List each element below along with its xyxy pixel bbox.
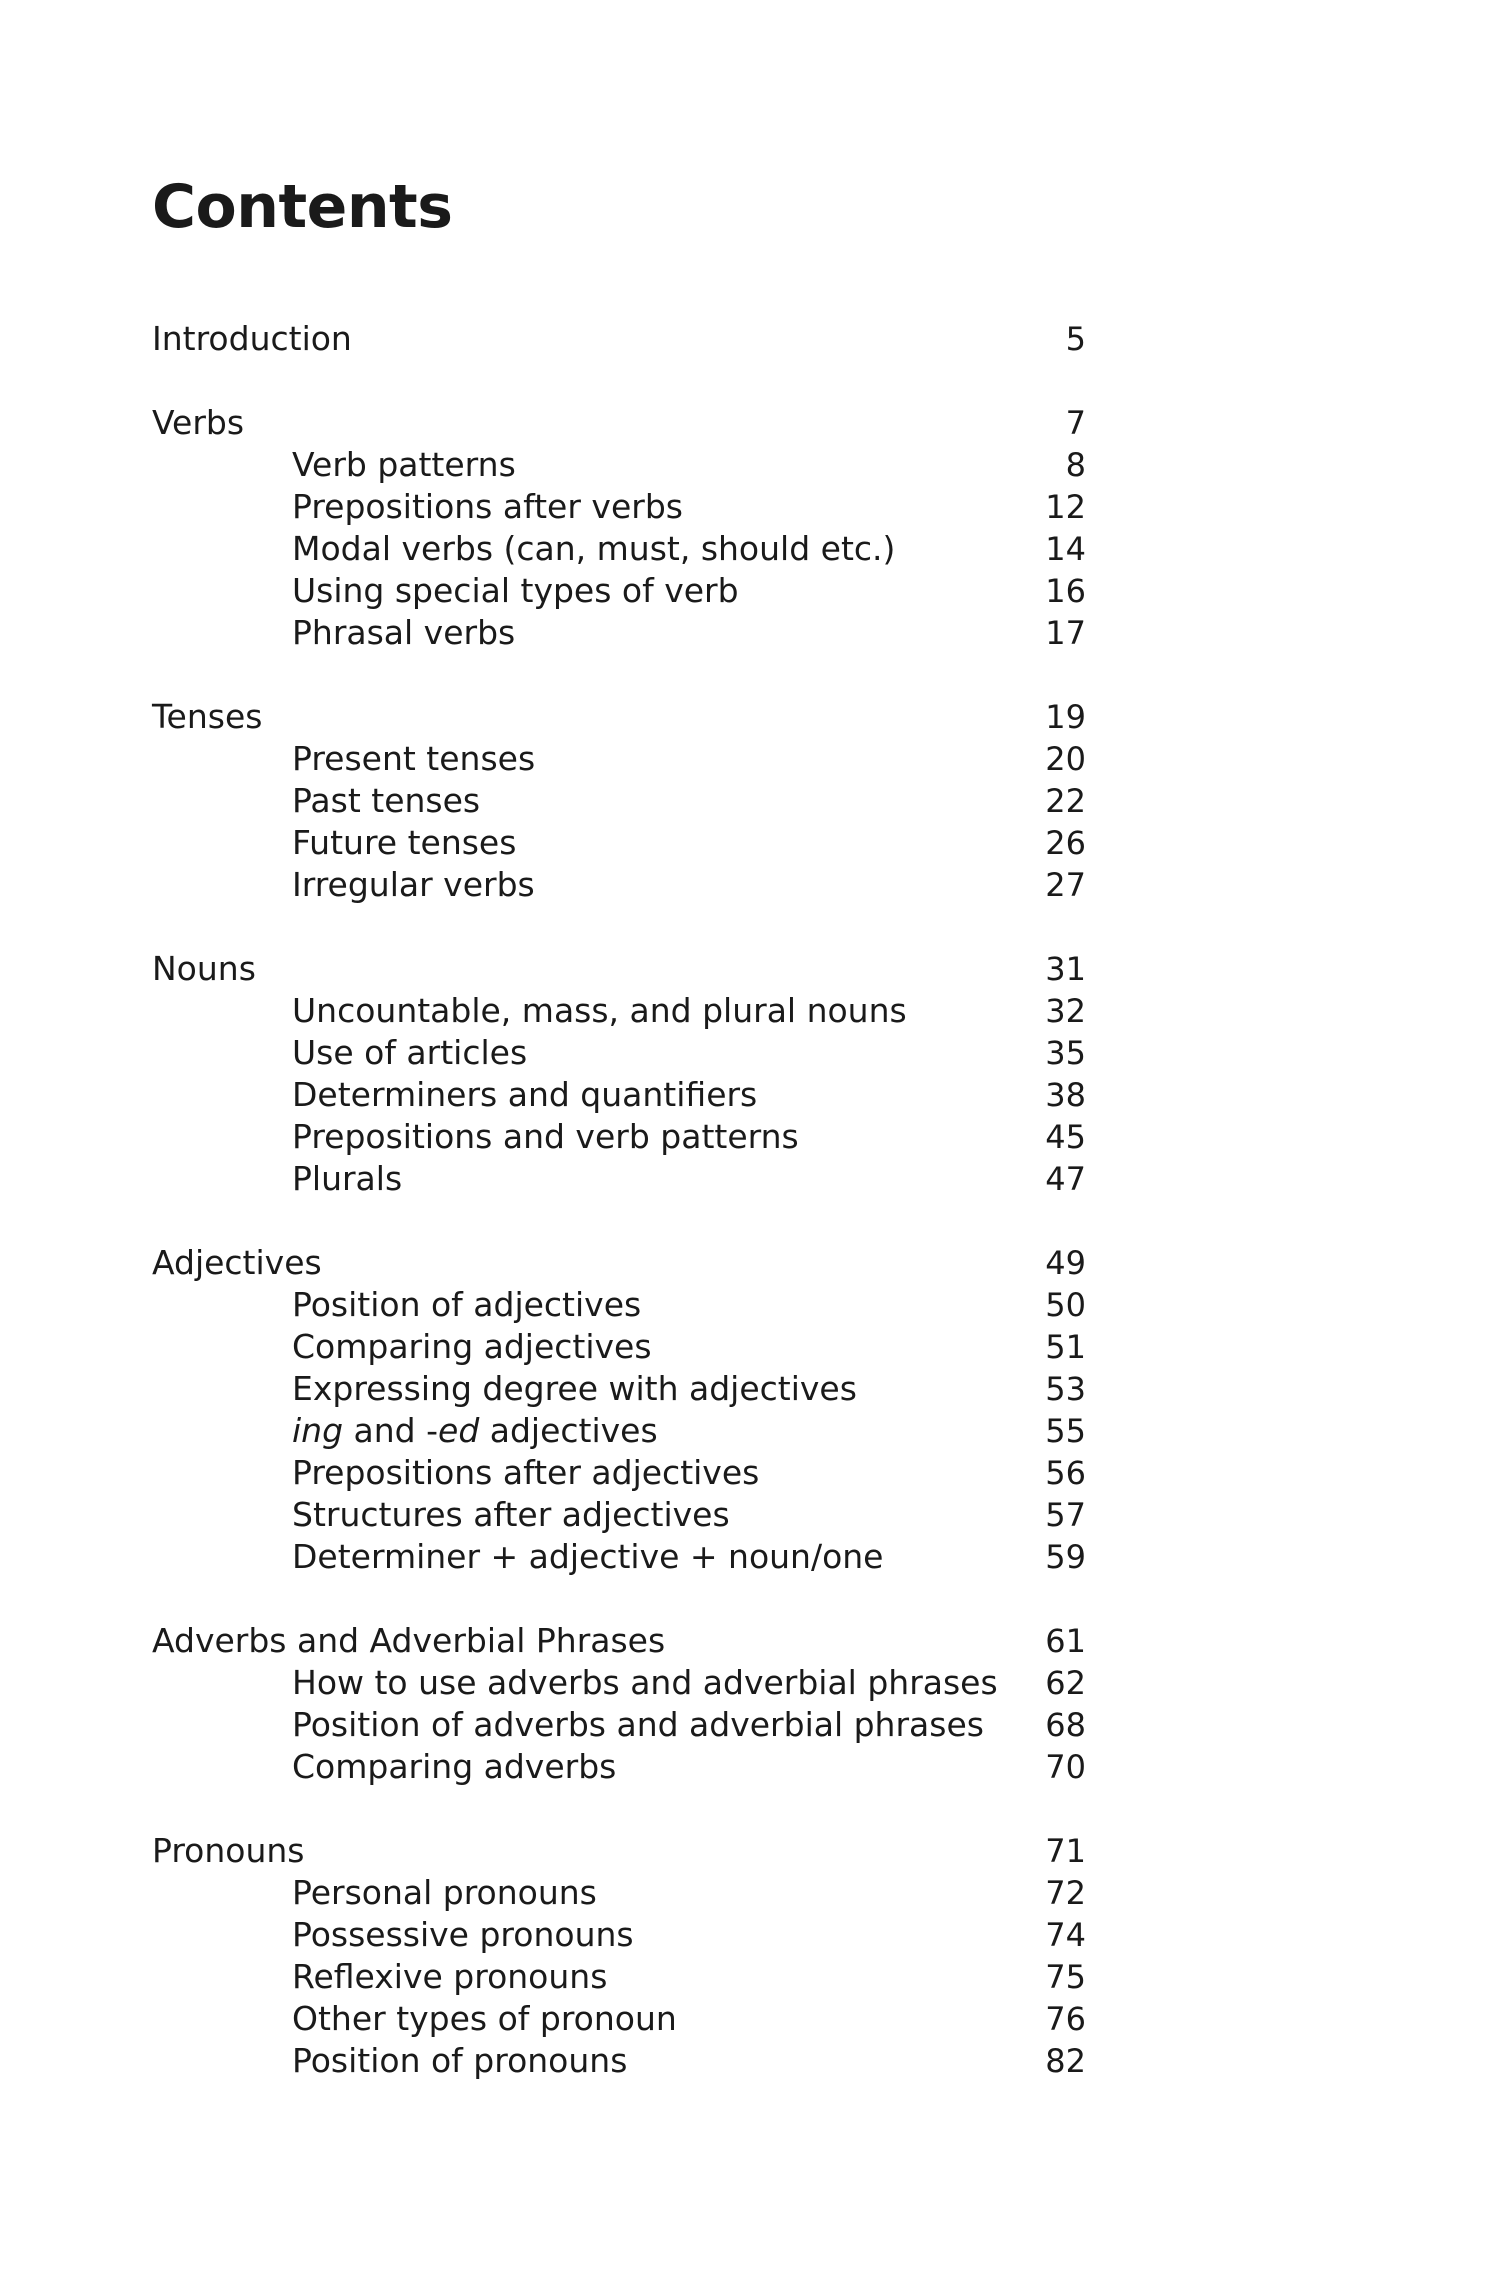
entry-page-number: 45 [1045, 1118, 1086, 1156]
toc-entry[interactable] [152, 1494, 1086, 1536]
toc-section [152, 1620, 1086, 1788]
toc-entry[interactable] [152, 1998, 1086, 2040]
toc-entry[interactable] [152, 1536, 1086, 1578]
toc-entry[interactable] [152, 1326, 1086, 1368]
entry-page-number: 51 [1045, 1328, 1086, 1366]
toc-section-heading[interactable] [152, 696, 1086, 738]
entry-title: Position of pronouns [292, 2041, 628, 2080]
entry-title: Prepositions after verbs [292, 487, 683, 526]
entry-page-number: 53 [1045, 1370, 1086, 1408]
section-page-number: 61 [1045, 1622, 1086, 1660]
entry-title: Using special types of verb [292, 571, 739, 610]
entry-title: Determiners and quantifiers [292, 1075, 758, 1114]
entry-title: Verb patterns [292, 445, 516, 484]
entry-page-number: 82 [1045, 2042, 1086, 2080]
toc-entry[interactable] [152, 1872, 1086, 1914]
entry-page-number: 76 [1045, 2000, 1086, 2038]
entry-title: Modal verbs (can, must, should etc.) [292, 529, 896, 568]
entry-title: Present tenses [292, 739, 536, 778]
toc-section [152, 696, 1086, 906]
entry-title-part: adjectives [479, 1411, 658, 1450]
toc-entry[interactable] [152, 612, 1086, 654]
toc-section-heading[interactable] [152, 318, 1086, 360]
section-title: Nouns [152, 949, 256, 988]
toc-entry[interactable] [152, 864, 1086, 906]
section-page-number: 71 [1045, 1832, 1086, 1870]
entry-page-number: 72 [1045, 1874, 1086, 1912]
entry-title: Future tenses [292, 823, 517, 862]
entry-title-part: and - [343, 1411, 439, 1450]
entry-title [152, 1410, 658, 1452]
entry-title: Use of articles [292, 1033, 528, 1072]
section-page-number: 7 [1065, 404, 1086, 442]
entry-title: Irregular verbs [292, 865, 535, 904]
entry-page-number: 75 [1045, 1958, 1086, 1996]
toc-section [152, 318, 1086, 360]
toc-entry[interactable] [152, 2040, 1086, 2082]
toc-section-heading[interactable] [152, 1620, 1086, 1662]
section-page-number: 19 [1045, 698, 1086, 736]
entry-title: Plurals [292, 1159, 403, 1198]
section-title: Pronouns [152, 1831, 305, 1870]
toc-entry[interactable] [152, 1662, 1086, 1704]
toc-section [152, 948, 1086, 1200]
toc-entry[interactable] [152, 1158, 1086, 1200]
section-title: Adjectives [152, 1243, 322, 1282]
entry-page-number: 27 [1045, 866, 1086, 904]
toc-entry[interactable] [152, 444, 1086, 486]
entry-title-part: ed [438, 1411, 480, 1450]
toc-entry[interactable] [152, 486, 1086, 528]
section-title: Adverbs and Adverbial Phrases [152, 1621, 666, 1660]
entry-page-number: 57 [1045, 1496, 1086, 1534]
entry-title: How to use adverbs and adverbial phrases [292, 1663, 998, 1702]
section-page-number: 49 [1045, 1244, 1086, 1282]
entry-page-number: 68 [1045, 1706, 1086, 1744]
toc-entry[interactable] [152, 1284, 1086, 1326]
entry-title: Position of adjectives [292, 1285, 642, 1324]
entry-page-number: 38 [1045, 1076, 1086, 1114]
toc-entry[interactable] [152, 738, 1086, 780]
entry-page-number: 35 [1045, 1034, 1086, 1072]
entry-page-number: 55 [1045, 1412, 1086, 1450]
entry-page-number: 8 [1065, 446, 1086, 484]
entry-title: Comparing adverbs [292, 1747, 617, 1786]
toc-section-heading[interactable] [152, 1242, 1086, 1284]
toc-section [152, 402, 1086, 654]
entry-page-number: 70 [1045, 1748, 1086, 1786]
section-title: Introduction [152, 319, 352, 358]
toc-entry[interactable] [152, 1116, 1086, 1158]
entry-title: Position of adverbs and adverbial phrases [292, 1705, 984, 1744]
entry-title: Prepositions after adjectives [292, 1453, 760, 1492]
entry-title: Other types of pronoun [292, 1999, 677, 2038]
toc-entry[interactable] [152, 1032, 1086, 1074]
toc-section [152, 1242, 1086, 1578]
table-of-contents [152, 318, 1086, 2124]
section-page-number: 31 [1045, 950, 1086, 988]
toc-section-heading[interactable] [152, 948, 1086, 990]
entry-page-number: 12 [1045, 488, 1086, 526]
entry-title: Phrasal verbs [292, 613, 516, 652]
entry-title: Structures after adjectives [292, 1495, 730, 1534]
toc-section [152, 1830, 1086, 2082]
toc-entry[interactable] [152, 1914, 1086, 1956]
entry-title: Personal pronouns [292, 1873, 597, 1912]
entry-page-number: 26 [1045, 824, 1086, 862]
toc-entry[interactable] [152, 1704, 1086, 1746]
entry-title: Comparing adjectives [292, 1327, 652, 1366]
toc-entry[interactable] [152, 822, 1086, 864]
entry-title-part: ing [292, 1411, 344, 1450]
toc-section-heading[interactable] [152, 402, 1086, 444]
entry-title: Uncountable, mass, and plural nouns [292, 991, 907, 1030]
entry-page-number: 59 [1045, 1538, 1086, 1576]
entry-title: Determiner + adjective + noun/one [292, 1537, 884, 1576]
toc-entry[interactable] [152, 570, 1086, 612]
entry-title: Reflexive pronouns [292, 1957, 608, 1996]
entry-page-number: 20 [1045, 740, 1086, 778]
toc-entry[interactable] [152, 1410, 1086, 1452]
section-title: Tenses [152, 697, 263, 736]
toc-entry[interactable] [152, 1746, 1086, 1788]
entry-title: Past tenses [292, 781, 481, 820]
toc-entry[interactable] [152, 528, 1086, 570]
entry-page-number: 22 [1045, 782, 1086, 820]
entry-title: Possessive pronouns [292, 1915, 634, 1954]
toc-entry[interactable] [152, 990, 1086, 1032]
entry-title: Expressing degree with adjectives [292, 1369, 857, 1408]
entry-page-number: 14 [1045, 530, 1086, 568]
section-page-number: 5 [1065, 320, 1086, 358]
entry-page-number: 32 [1045, 992, 1086, 1030]
entry-page-number: 47 [1045, 1160, 1086, 1198]
entry-page-number: 62 [1045, 1664, 1086, 1702]
entry-page-number: 74 [1045, 1916, 1086, 1954]
toc-entry[interactable] [152, 1074, 1086, 1116]
entry-page-number: 17 [1045, 614, 1086, 652]
toc-entry[interactable] [152, 1452, 1086, 1494]
entry-page-number: 50 [1045, 1286, 1086, 1324]
entry-title: Prepositions and verb patterns [292, 1117, 799, 1156]
entry-page-number: 16 [1045, 572, 1086, 610]
toc-entry[interactable] [152, 1368, 1086, 1410]
entry-page-number: 56 [1045, 1454, 1086, 1492]
page-title: Contents [152, 172, 453, 242]
section-title: Verbs [152, 403, 245, 442]
toc-entry[interactable] [152, 780, 1086, 822]
toc-entry[interactable] [152, 1956, 1086, 1998]
toc-section-heading[interactable] [152, 1830, 1086, 1872]
